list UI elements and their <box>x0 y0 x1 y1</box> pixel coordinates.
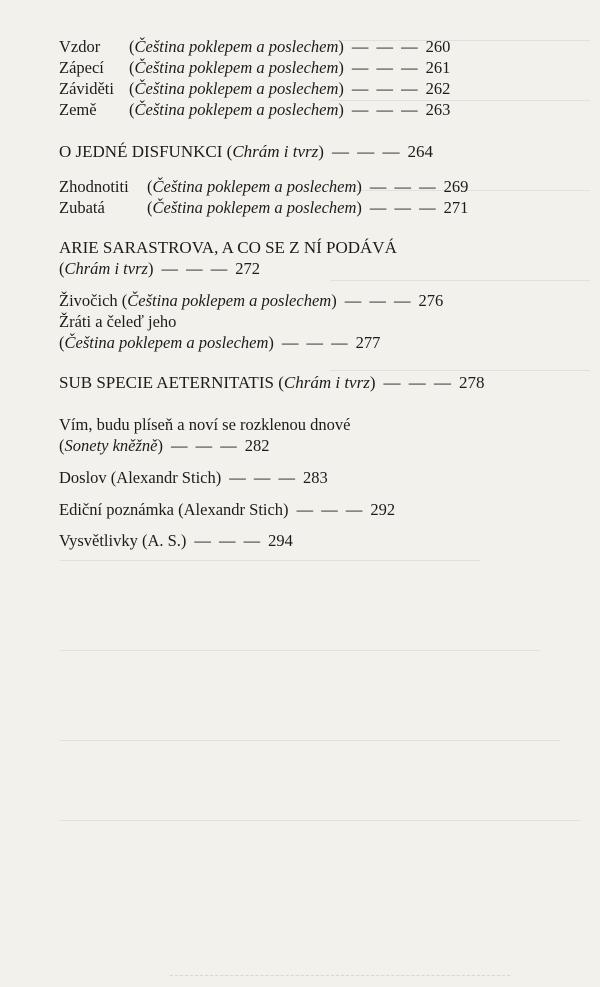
entry-source: Sonety kněžně <box>64 436 158 455</box>
entry-source: Čeština poklepem a poslechem <box>134 100 339 119</box>
toc-entry <box>59 530 293 551</box>
entry-source: Čeština poklepem a poslechem <box>152 177 357 196</box>
page-number: 271 <box>443 198 469 217</box>
page-number: 283 <box>302 468 328 487</box>
page-number: 294 <box>268 531 293 550</box>
toc-entry: Vzdor (Čeština poklepem a poslechem) — — — 260 <box>59 37 451 56</box>
entry-title: SUB SPECIE AETERNITATIS <box>59 373 274 392</box>
toc-entry: Živočich (Čeština poklepem a poslechem) — — — 276 <box>59 291 444 310</box>
entry-title: Zápecí <box>59 58 104 77</box>
toc-entry: Zápecí (Čeština poklepem a poslechem) — — — 261 <box>59 58 451 77</box>
page-number: 292 <box>370 500 396 519</box>
page-number: 262 <box>425 79 451 98</box>
leader-dashes: — — — <box>351 58 420 77</box>
entry-title: Vím, budu plíseň a noví se rozklenou dnové <box>59 415 351 434</box>
entry-source: Čeština poklepem a poslechem <box>152 198 357 217</box>
leader-dashes: — — — <box>383 373 453 392</box>
toc-entry: Zhodnotiti (Čeština poklepem a poslechem) — — — 269 <box>59 177 469 196</box>
toc-entry: Zubatá (Čeština poklepem a poslechem) — — — 271 <box>59 198 469 217</box>
page-number: 278 <box>459 373 485 392</box>
page-number: 269 <box>443 177 469 196</box>
toc-entry-source: (Čeština poklepem a poslechem) — — — 277 <box>59 333 381 352</box>
entry-source: Čeština poklepem a poslechem <box>127 291 332 310</box>
entry-title: Zubatá <box>59 198 105 217</box>
leader-dashes: — — — <box>296 500 365 519</box>
entry-title: ARIE SARASTROVA, A CO SE Z NÍ PODÁVÁ <box>59 238 397 257</box>
page-number: 282 <box>244 436 270 455</box>
toc-entry-title <box>59 237 397 258</box>
entry-source: Čeština poklepem a poslechem <box>134 79 339 98</box>
leader-dashes: — — — <box>351 79 420 98</box>
toc-entry-source: (Chrám i tvrz) — — — 272 <box>59 259 260 278</box>
toc-entry-title <box>59 311 176 332</box>
entry-source: Čeština poklepem a poslechem <box>64 333 269 352</box>
page-number: 263 <box>425 100 451 119</box>
entry-title: Vysvětlivky (A. S.) <box>59 531 187 550</box>
leader-dashes: — — — <box>161 259 230 278</box>
toc-entry-title <box>59 414 350 435</box>
leader-dashes: — — — <box>331 142 402 161</box>
toc-entry <box>59 499 395 520</box>
page-edge-mark <box>170 975 510 977</box>
leader-dashes: — — — <box>281 333 350 352</box>
entry-source: Chrám i tvrz <box>64 259 148 278</box>
entry-source: Čeština poklepem a poslechem <box>134 58 339 77</box>
page-number: 261 <box>425 58 451 77</box>
entry-title: Zhodnotiti <box>59 177 129 196</box>
leader-dashes: — — — <box>369 177 438 196</box>
page-number: 272 <box>235 259 260 278</box>
leader-dashes: — — — <box>171 436 239 455</box>
entry-title: Záviděti <box>59 79 114 98</box>
entry-source: Čeština poklepem a poslechem <box>134 37 339 56</box>
entry-source: Chrám i tvrz <box>232 142 319 161</box>
page-number: 276 <box>418 291 444 310</box>
leader-dashes: — — — <box>369 198 438 217</box>
leader-dashes: — — — <box>229 468 297 487</box>
leader-dashes: — — — <box>344 291 413 310</box>
entry-title: Země <box>59 100 97 119</box>
entry-title: Doslov (Alexandr Stich) <box>59 468 222 487</box>
page-number: 277 <box>355 333 381 352</box>
entry-title: O JEDNÉ DISFUNKCI <box>59 142 223 161</box>
entry-title: Ediční poznámka (Alexandr Stich) <box>59 500 289 519</box>
entry-title: Živočich <box>59 291 118 310</box>
leader-dashes: — — — <box>351 37 420 56</box>
toc-entry <box>59 467 328 488</box>
toc-entry: SUB SPECIE AETERNITATIS (Chrám i tvrz) — — — 278 <box>59 373 485 392</box>
toc-entry: Záviděti (Čeština poklepem a poslechem) — — — 262 <box>59 79 451 98</box>
toc-entry: O JEDNÉ DISFUNKCI (Chrám i tvrz) — — — 264 <box>59 142 433 161</box>
toc-entry-source: (Sonety kněžně) — — — 282 <box>59 436 270 455</box>
entry-title: Žráti a čeleď jeho <box>59 312 177 331</box>
toc-entry: Země (Čeština poklepem a poslechem) — — — 263 <box>59 100 451 119</box>
leader-dashes: — — — <box>194 531 263 550</box>
entry-source: Chrám i tvrz <box>283 373 370 392</box>
leader-dashes: — — — <box>351 100 420 119</box>
page-number: 260 <box>425 37 451 56</box>
entry-title: Vzdor <box>59 37 101 56</box>
page-number: 264 <box>407 142 433 161</box>
